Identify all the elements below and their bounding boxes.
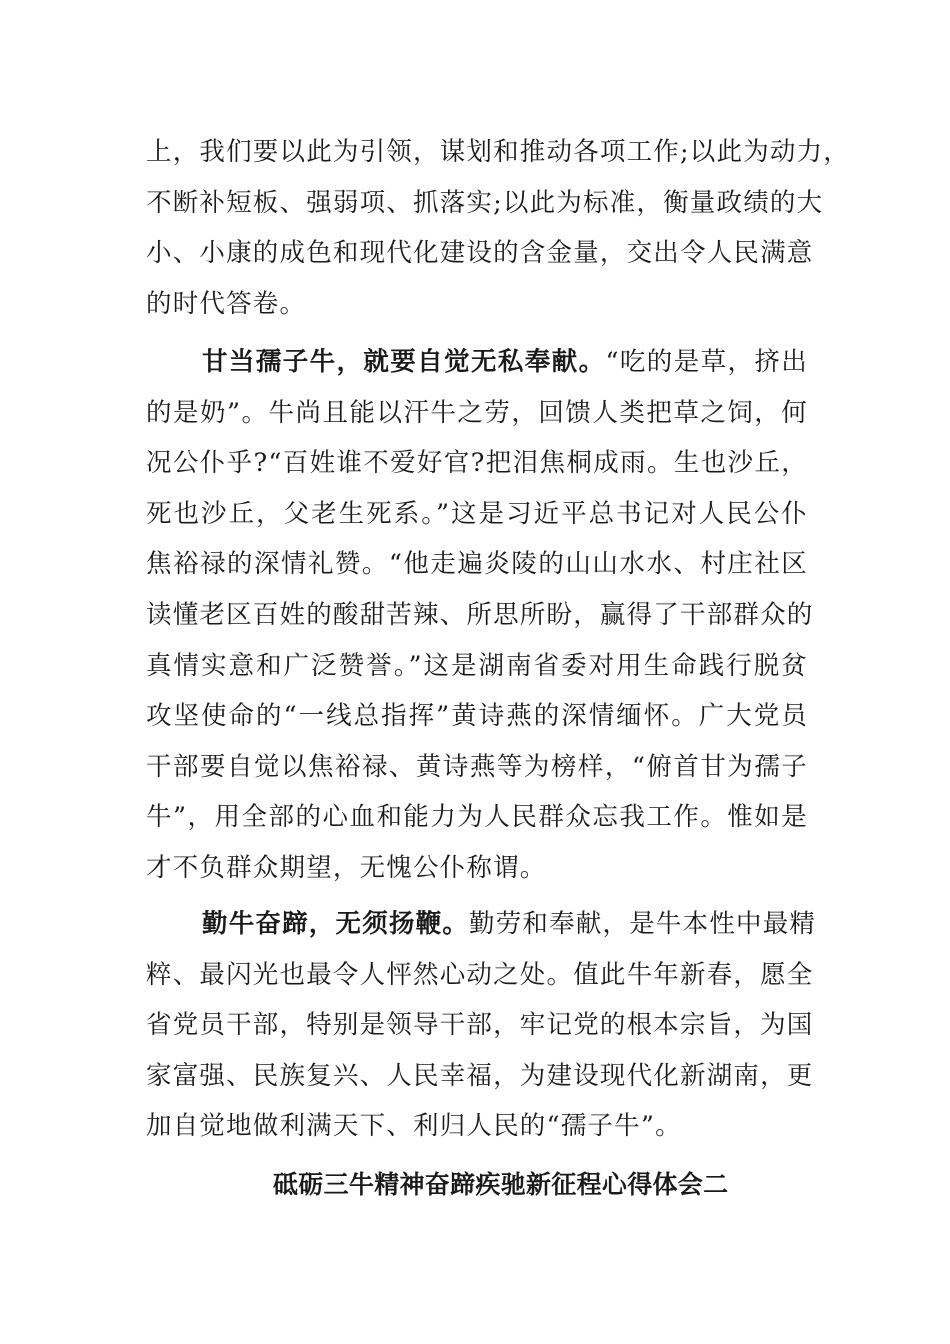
paragraph-line: 省党员干部，特别是领导干部，牢记党的根本宗旨，为国 [146,1010,814,1041]
paragraph-first-line [146,899,817,950]
paragraph-first-line-text: 勤劳和奉献，是牛本性中最精 [469,909,817,939]
paragraph-line: 加自觉地做利满天下、利归人民的“孺子牛”。 [146,1111,682,1142]
paragraph-line: 的时代答卷。 [146,288,307,319]
paragraph-line: 小、小康的成色和现代化建设的含金量，交出令人民满意 [146,238,814,269]
paragraph-line: 读懂老区百姓的酸甜苦辣、所思所盼，赢得了干部群众的 [146,599,814,630]
paragraph-line: 家富强、民族复兴、人民幸福，为建设现代化新湖南，更 [146,1060,814,1091]
paragraph-line: 的是奶”。牛尚且能以汗牛之劳，回馈人类把草之饲，何 [146,397,808,428]
paragraph-line: 牛”，用全部的心血和能力为人民群众忘我工作。惟如是 [146,802,808,833]
paragraph-line: 粹、最闪光也最令人怦然心动之处。值此牛年新春，愿全 [146,959,814,990]
paragraph-line: 死也沙丘，父老生死系。”这是习近平总书记对人民公仆 [146,498,808,529]
paragraph-line: 才不负群众期望，无愧公仆称谓。 [146,852,547,883]
paragraph-line: 真情实意和广泛赞誉。”这是湖南省委对用生命践行脱贫 [146,650,808,681]
paragraph-1 [146,127,850,329]
paragraph-line: 攻坚使命的“一线总指挥”黄诗燕的深情缅怀。广大党员 [146,701,808,732]
paragraph-2 [146,337,814,894]
paragraph-line: 焦裕禄的深情礼赞。“他走遍炎陵的山山水水、村庄社区 [146,549,808,580]
paragraph-line: 干部要自觉以焦裕禄、黄诗燕等为榜样，“俯首甘为孺子 [146,751,808,782]
paragraph-3 [146,899,817,1152]
section-heading: 砥砺三牛精神奋蹄疾驰新征程心得体会二 [273,1170,729,1199]
paragraph-lead-heading: 甘当孺子牛，就要自觉无私奉献。 [202,347,606,377]
paragraph-first-line-text: “吃的是草，挤出 [605,347,808,377]
paragraph-line: 况公仆乎?“百姓谁不爱好官?把泪焦桐成雨。生也沙丘， [146,448,808,479]
paragraph-line: 上，我们要以此为引领，谋划和推动各项工作;以此为动力， [146,137,850,167]
paragraph-lead-heading: 勤牛奋蹄，无须扬鞭。 [202,909,470,939]
paragraph-first-line [146,337,808,388]
paragraph-line: 不断补短板、强弱项、抓落实;以此为标准，衡量政绩的大 [146,187,824,218]
